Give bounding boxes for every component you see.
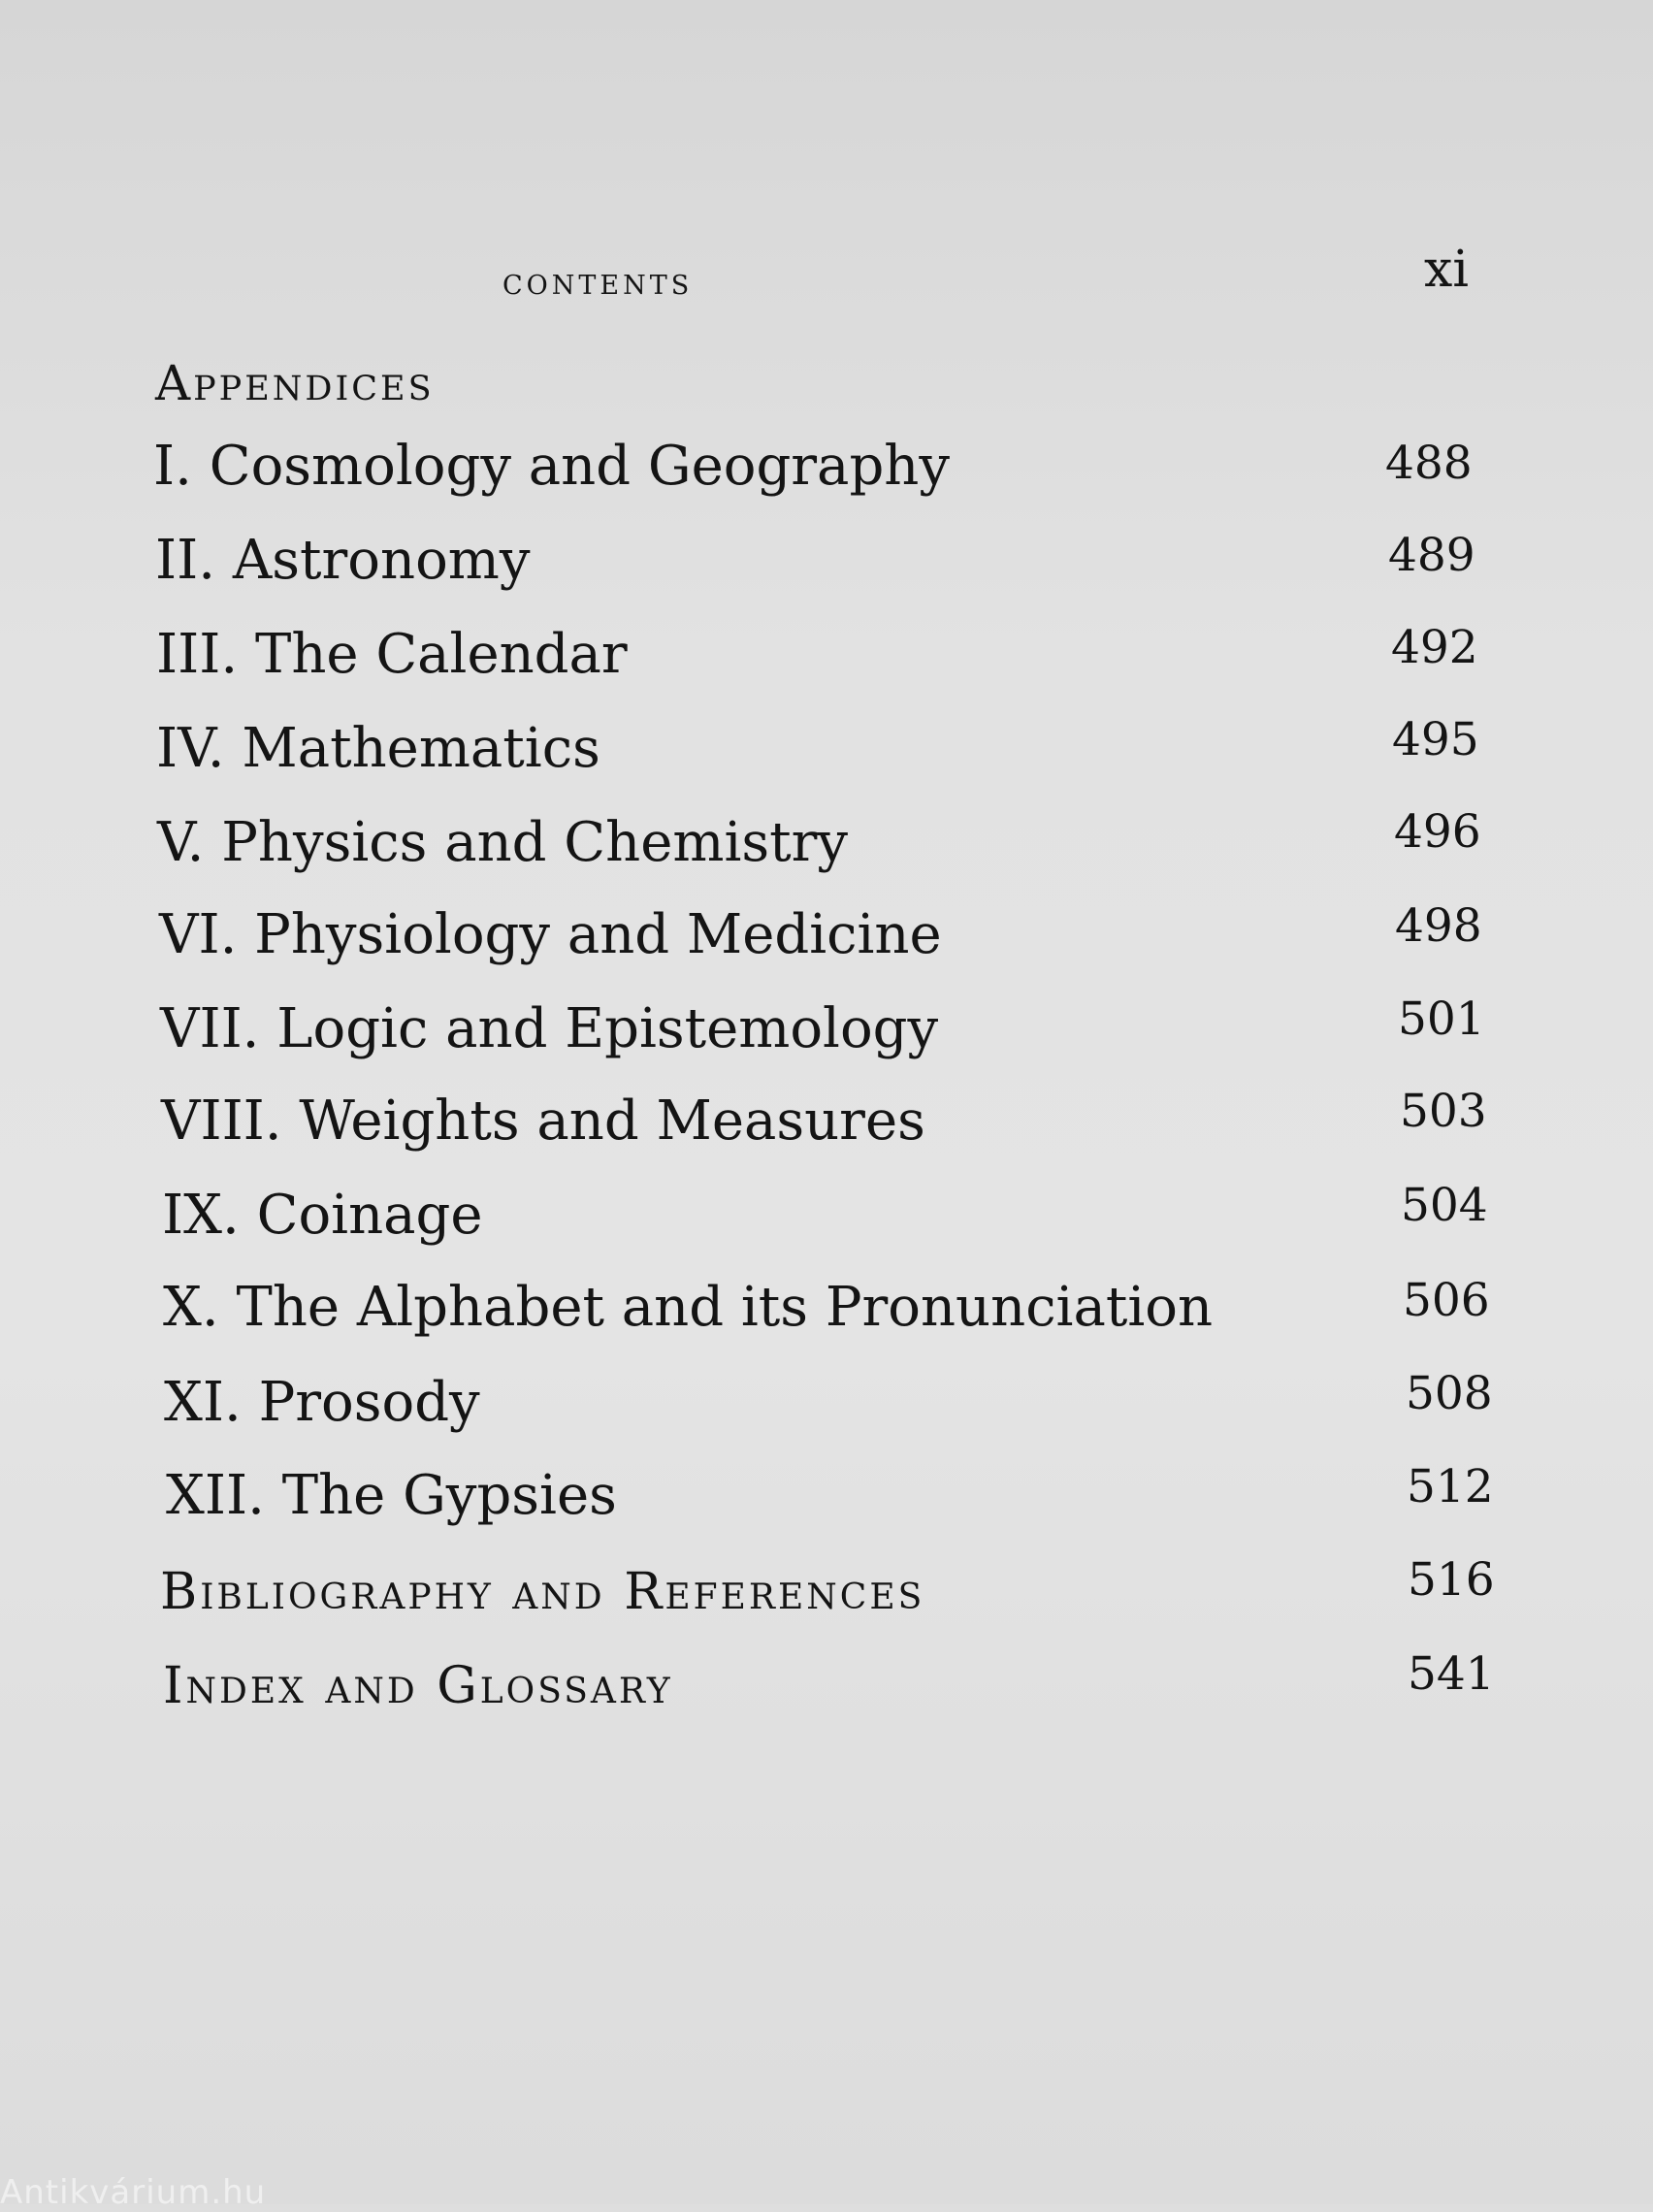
toc-entry-page: 506 — [1403, 1274, 1490, 1327]
toc-entry — [0, 529, 1653, 606]
toc-entry — [0, 1460, 1653, 1542]
toc-entry — [0, 992, 1653, 1075]
toc-entry-title: XI. Prosody — [164, 1371, 480, 1434]
running-head: contents — [502, 260, 694, 304]
toc-entry — [0, 1179, 1653, 1261]
toc-entry-page: 541 — [1408, 1647, 1495, 1701]
toc-entry-title: II. Astronomy — [155, 529, 531, 592]
toc-entry-page: 508 — [1406, 1367, 1493, 1420]
watermark: Antikvárium.hu — [0, 2173, 267, 2212]
toc-entry-title: VII. Logic and Epistemology — [160, 997, 939, 1060]
toc-entry-page: 512 — [1407, 1460, 1494, 1513]
toc-entry-page: 488 — [1385, 437, 1473, 490]
toc-entry-title: IV. Mathematics — [156, 717, 600, 780]
toc-entry-page: 498 — [1395, 899, 1482, 953]
toc-entry — [0, 899, 1653, 981]
toc-entry-title: V. Physics and Chemistry — [157, 811, 849, 874]
toc-entry-title: Index and Glossary — [163, 1657, 673, 1715]
toc-entry — [0, 1276, 1653, 1353]
toc-entry — [0, 623, 1653, 700]
toc-entry — [0, 713, 1653, 795]
toc-entry-page: 495 — [1392, 713, 1479, 766]
toc-entry-title: IX. Coinage — [162, 1184, 483, 1247]
toc-entry — [0, 1553, 1653, 1641]
toc-entry-title: I. Cosmology and Geography — [153, 435, 950, 498]
toc-entry-page: 501 — [1398, 992, 1485, 1046]
toc-entry — [0, 805, 1653, 889]
toc-entry-title: VI. Physiology and Medicine — [159, 903, 942, 966]
toc-entry-title: XII. The Gypsies — [166, 1464, 617, 1527]
toc-entry — [0, 1647, 1653, 1735]
section-heading-appendices: Appendices — [155, 355, 435, 411]
toc-entry-page: 492 — [1391, 621, 1478, 674]
toc-entry-title: Bibliography and References — [160, 1563, 925, 1621]
toc-entry-page: 516 — [1408, 1553, 1495, 1607]
toc-entry-title: VIII. Weights and Measures — [161, 1090, 925, 1153]
toc-entry-title: X. The Alphabet and its Pronunciation — [163, 1276, 1214, 1339]
page-number: xi — [1424, 241, 1469, 299]
toc-entry-page: 504 — [1401, 1179, 1488, 1232]
toc-entry-page: 489 — [1388, 529, 1475, 582]
toc-entry — [0, 1085, 1653, 1167]
toc-entry — [0, 1367, 1653, 1448]
toc-entry-page: 503 — [1400, 1085, 1487, 1138]
toc-entry — [0, 435, 1653, 512]
toc-entry-title: III. The Calendar — [156, 623, 628, 686]
toc-entry-page: 496 — [1394, 805, 1481, 859]
